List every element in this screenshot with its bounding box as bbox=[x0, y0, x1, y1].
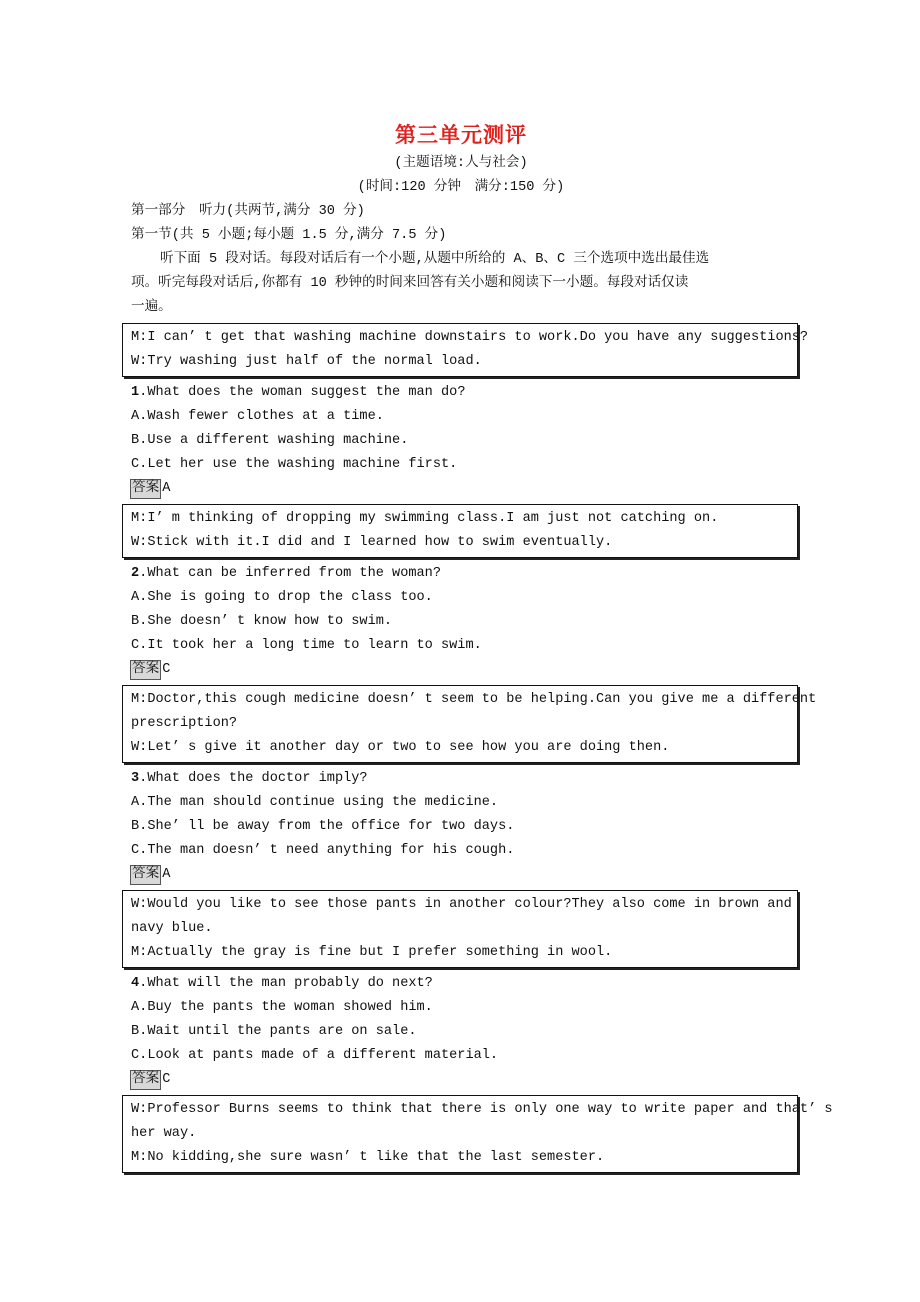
part-heading: 第一部分 听力(共两节,满分 30 分) bbox=[131, 204, 365, 219]
question-number: 3 bbox=[131, 771, 140, 786]
subtitle: (主题语境:人与社会) bbox=[394, 156, 528, 171]
answer-row bbox=[122, 1068, 800, 1092]
dialogue-line: W:Would you like to see those pants in another colour?They also come in brown and bbox=[131, 897, 792, 912]
dialogue-line: M:Doctor,this cough medicine doesn’ t seem to be helping.Can you give me a different bbox=[131, 692, 817, 707]
dialogue-line: M:No kidding,she sure wasn’ t like that the last semester. bbox=[131, 1150, 605, 1165]
dialogue-box bbox=[122, 504, 798, 558]
question-number: 4 bbox=[131, 976, 140, 991]
question-list bbox=[122, 323, 833, 1173]
answer-row bbox=[122, 863, 800, 887]
dialogue-line: M:I’ m thinking of dropping my swimming class.I am just not catching on. bbox=[131, 511, 719, 526]
option: C.Look at pants made of a different material. bbox=[131, 1048, 499, 1063]
dialogue-box bbox=[122, 323, 809, 377]
option: A.The man should continue using the medicine. bbox=[131, 795, 499, 810]
question-text: .What will the man probably do next? bbox=[139, 976, 433, 991]
option: B.She doesn’ t know how to swim. bbox=[131, 614, 393, 629]
answer-value: A bbox=[162, 867, 171, 882]
question-text: .What can be inferred from the woman? bbox=[139, 566, 442, 581]
dialogue-line: W:Let’ s give it another day or two to see how you are doing then. bbox=[131, 740, 670, 755]
option: A.Wash fewer clothes at a time. bbox=[131, 409, 384, 424]
answer-row bbox=[122, 477, 800, 501]
question-number: 1 bbox=[131, 385, 140, 400]
option: B.Wait until the pants are on sale. bbox=[131, 1024, 417, 1039]
dialogue-box bbox=[122, 890, 798, 968]
answer-row bbox=[122, 658, 800, 682]
option: B.She’ ll be away from the office for two days. bbox=[131, 819, 515, 834]
dialogue-line: W:Professor Burns seems to think that there is only one way to write paper and that’ s bbox=[131, 1102, 833, 1117]
dialogue-box bbox=[122, 685, 817, 763]
option: C.The man doesn’ t need anything for his cough. bbox=[131, 843, 515, 858]
dialogue-box bbox=[122, 1095, 833, 1173]
dialogue-line: W:Try washing just half of the normal load. bbox=[131, 354, 482, 369]
answer-label: 答案 bbox=[130, 1070, 161, 1090]
question bbox=[122, 562, 800, 586]
instructions-line: 项。听完每段对话后,你都有 10 秒钟的时间来回答有关小题和阅读下一小题。每段对话仅读 bbox=[131, 276, 689, 291]
question-text: .What does the woman suggest the man do? bbox=[139, 385, 466, 400]
question bbox=[122, 767, 800, 791]
dialogue-line: W:Stick with it.I did and I learned how to swim eventually. bbox=[131, 535, 613, 550]
option: A.Buy the pants the woman showed him. bbox=[131, 1000, 433, 1015]
question-text: .What does the doctor imply? bbox=[139, 771, 368, 786]
answer-value: A bbox=[162, 481, 171, 496]
option: B.Use a different washing machine. bbox=[131, 433, 409, 448]
instructions-line: 一遍。 bbox=[131, 300, 172, 315]
option: A.She is going to drop the class too. bbox=[131, 590, 433, 605]
answer-label: 答案 bbox=[130, 660, 161, 680]
question-number: 2 bbox=[131, 566, 140, 581]
answer-value: C bbox=[162, 1072, 171, 1087]
dialogue-line: prescription? bbox=[131, 716, 238, 731]
dialogue-line: navy blue. bbox=[131, 921, 213, 936]
answer-label: 答案 bbox=[130, 865, 161, 885]
dialogue-line: M:I can’ t get that washing machine downstairs to work.Do you have any suggestions? bbox=[131, 330, 809, 345]
time-info: (时间:120 分钟 满分:150 分) bbox=[357, 180, 565, 195]
answer-label: 答案 bbox=[130, 479, 161, 499]
answer-value: C bbox=[162, 662, 171, 677]
option: C.It took her a long time to learn to swim. bbox=[131, 638, 482, 653]
page-title: 第三单元测评 bbox=[395, 122, 527, 147]
question bbox=[122, 381, 800, 405]
exam-page bbox=[122, 118, 833, 1177]
option: C.Let her use the washing machine first. bbox=[131, 457, 458, 472]
question bbox=[122, 972, 800, 996]
section-heading: 第一节(共 5 小题;每小题 1.5 分,满分 7.5 分) bbox=[131, 228, 447, 243]
dialogue-line: her way. bbox=[131, 1126, 197, 1141]
instructions-line: 听下面 5 段对话。每段对话后有一个小题,从题中所给的 A、B、C 三个选项中选出最佳选 bbox=[160, 252, 710, 267]
dialogue-line: M:Actually the gray is fine but I prefer something in wool. bbox=[131, 945, 613, 960]
